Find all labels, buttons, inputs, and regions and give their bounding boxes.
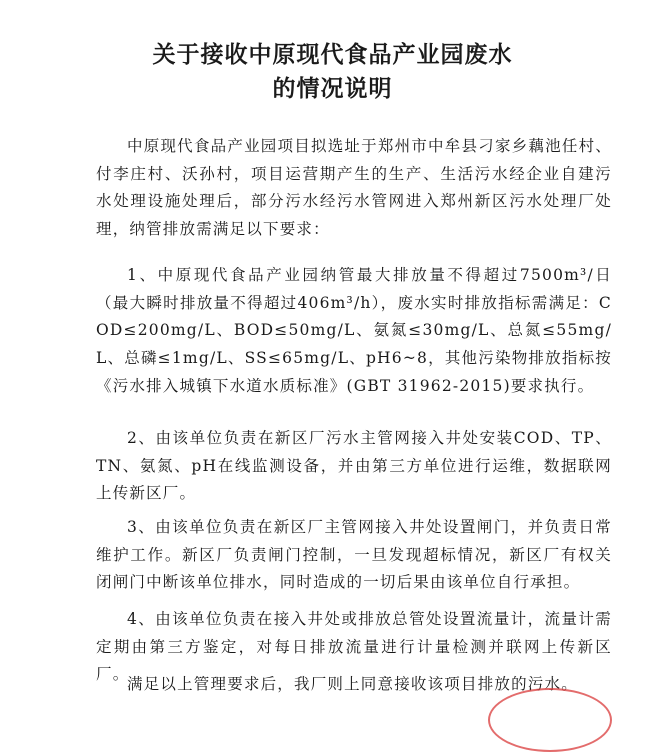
official-seal-stamp	[488, 688, 612, 752]
requirement-item-1: 1、中原现代食品产业园纳管最大排放量不得超过7500m³/日（最大瞬时排放量不得超过406m³/h），废水实时排放指标需满足：COD≤200mg/L、BOD≤50mg/L、氨氮≤30mg/L、总氮≤55mg/L、总磷≤1mg/L、SS≤65mg/L、pH6~8，其他污染物排放指标按《污水排入城镇下水道水质标准》(GBT 31962-2015)要求执行。	[96, 266, 612, 395]
document-title-line1: 关于接收中原现代食品产业园废水	[152, 41, 513, 68]
requirement-item-3: 3、由该单位负责在新区厂主管网接入井处设置闸门，并负责日常维护工作。新区厂负责闸门控制，一旦发现超标情况，新区厂有权关闭闸门中断该单位排水，同时造成的一切后果由该单位自行承担。	[96, 518, 612, 592]
intro-paragraph: 中原现代食品产业园项目拟选址于郑州市中牟县刁家乡藕池任村、付李庄村、沃孙村，项目运营期产生的生产、生活污水经企业自建污水处理设施处理后，部分污水经污水管网进入郑州新区污水处理厂处理，纳管排放需满足以下要求：	[96, 137, 612, 239]
document-title-line2: 的情况说明	[272, 75, 393, 102]
requirement-item-2: 2、由该单位负责在新区厂污水主管网接入井处安装COD、TP、TN、氨氮、pH在线监测设备，并由第三方单位进行运维，数据联网上传新区厂。	[96, 429, 612, 503]
requirement-item-4: 4、由该单位负责在接入井处或排放总管处设置流量计，流量计需定期由第三方鉴定，对每日排放流量进行计量检测并联网上传新区厂。	[96, 610, 612, 684]
closing-paragraph: 满足以上管理要求后，我厂则上同意接收该项目排放的污水。	[127, 675, 578, 693]
